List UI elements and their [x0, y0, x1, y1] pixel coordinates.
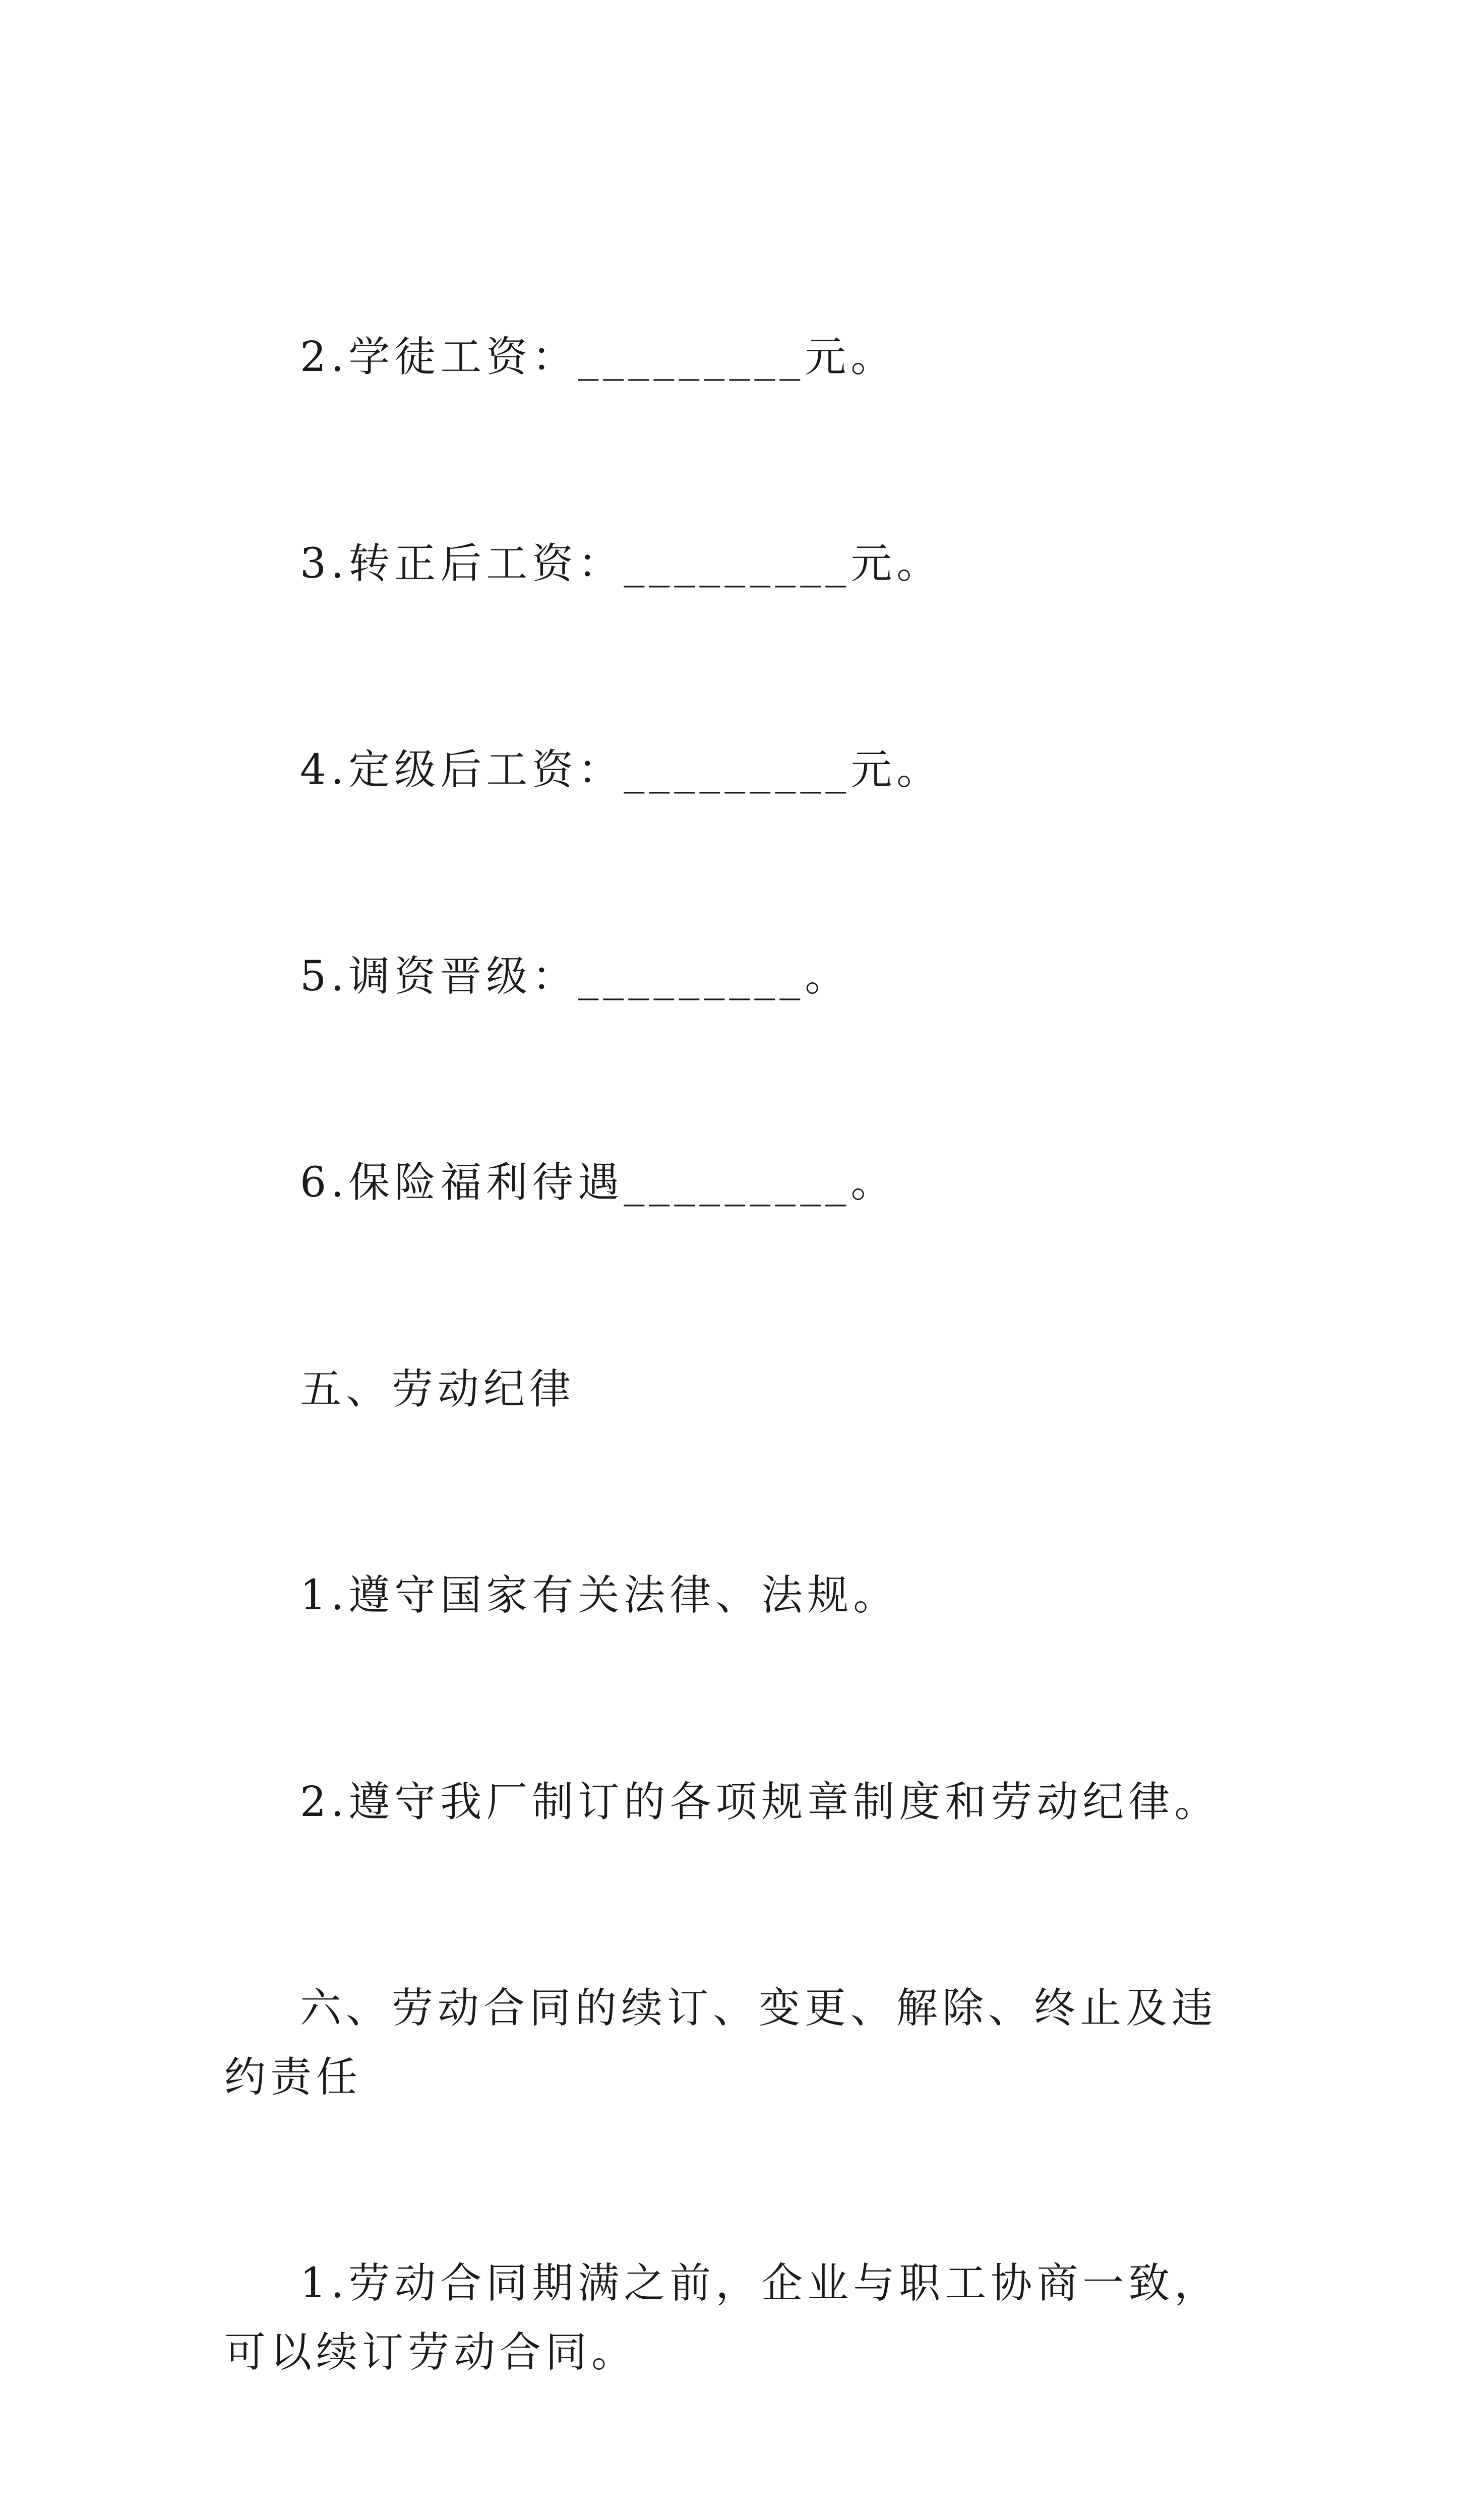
- paragraph-apprentice-wage: 2.学徒工资：_________元。: [300, 333, 897, 381]
- paragraph-renew-contract: 1.劳动合同期满之前，企业与职工协商一致，可以续订劳动合同。: [224, 2259, 1221, 2376]
- paragraph-obey-laws: 1.遵守国家有关法律、法规。: [300, 1571, 899, 1619]
- paragraph-regular-wage: 3.转正后工资：_________元。: [300, 539, 943, 588]
- paragraph-salary-adjustment: 5.调资晋级：_________。: [300, 952, 851, 1000]
- paragraph-graded-wage: 4.定级后工资：_________元。: [300, 746, 943, 794]
- paragraph-insurance-benefits: 6.保险福利待遇_________。: [300, 1159, 897, 1207]
- section-heading-contract-changes: 六、劳动合同的续订、变更、解除、终止及违约责任: [224, 1984, 1218, 2101]
- section-heading-labor-discipline: 五、劳动纪律: [300, 1365, 576, 1413]
- document-body: [224, 185, 1238, 2520]
- paragraph-obey-rules: 2.遵守我厂制订的各项规章制度和劳动纪律。: [300, 1778, 1221, 1826]
